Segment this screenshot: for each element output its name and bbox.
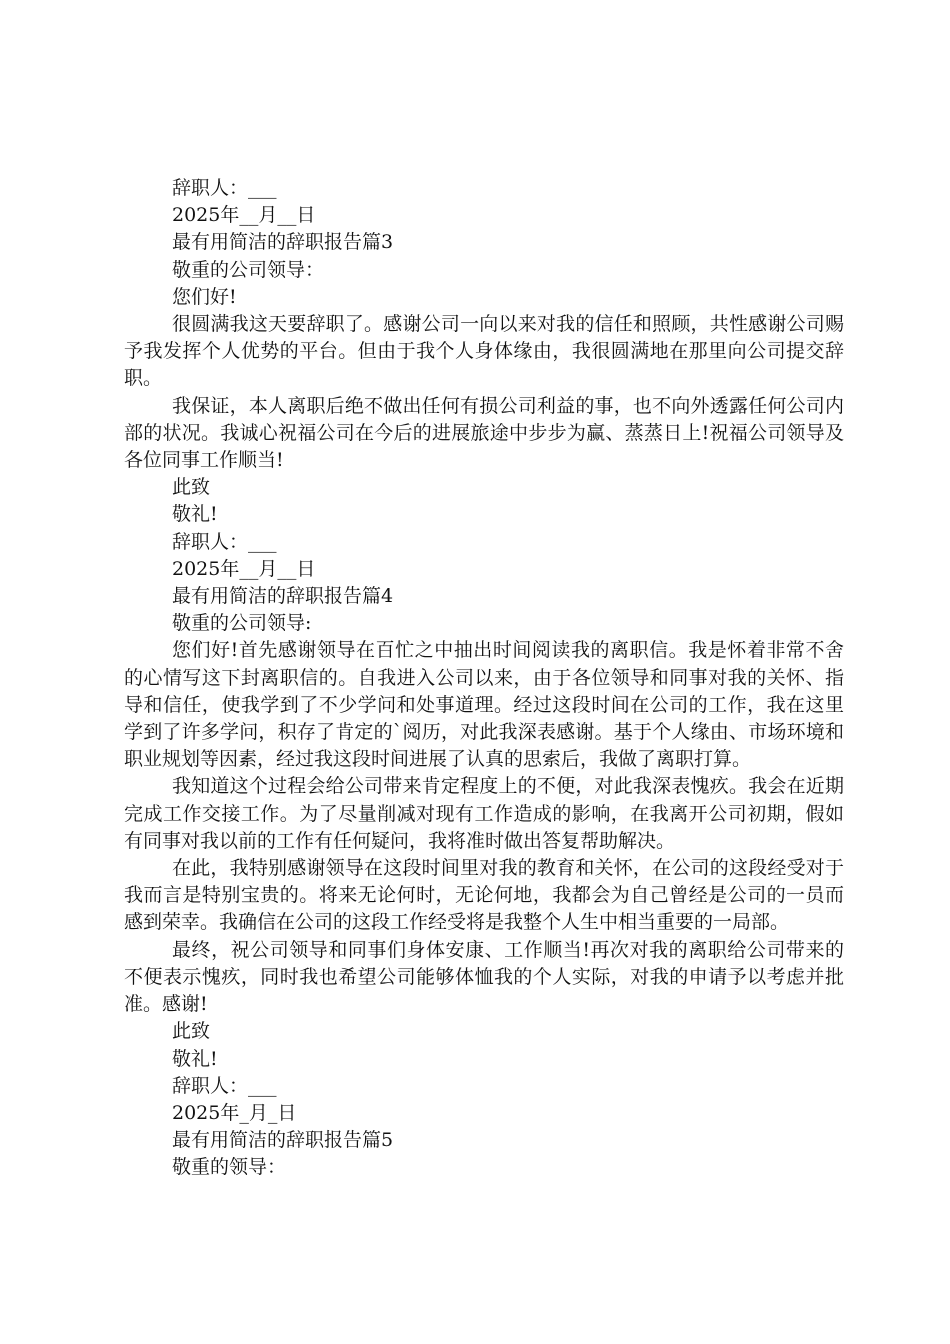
resigner-line: 辞职人：___ [172,530,277,553]
closing-line: 敬礼! [172,1047,218,1070]
section-heading-4: 最有用简洁的辞职报告篇4 [172,585,394,608]
date-line: 2025年_月_日 [172,1101,297,1124]
resigner-line: 辞职人：___ [172,1074,277,1097]
paragraph: 我知道这个过程会给公司带来肯定程度上的不便，对此我深表愧疚。我会在近期完成工作交接工作。为了尽量削减对现有工作造成的影响，在我离开公司初期，假如有同事对我以前的工作有任何疑问，我将准时做出答复帮助解决。 [124,775,844,852]
paragraph: 您们好!首先感谢领导在百忙之中抽出时间阅读我的离职信。我是怀着非常不舍的心情写这下封离职信的。自我进入公司以来，由于各位领导和同事对我的关怀、指导和信任，使我学到了不少学问和处事道理。经过这段时间在公司的工作，我在这里学到了许多学问，积存了肯定的`阅历，对此我深表感谢。基于个人缘由、市场环境和职业规划等因素，经过我这段时间进展了认真的思索后，我做了离职打算。 [124,639,844,771]
paragraph: 很圆满我这天要辞职了。感谢公司一向以来对我的信任和照顾，共性感谢公司赐予我发挥个人优势的平台。但由于我个人身体缘由，我很圆满地在那里向公司提交辞职。 [124,313,844,390]
closing-line: 此致 [172,1020,211,1043]
document-body [124,175,844,1182]
date-line: 2025年__月__日 [172,204,316,227]
salutation: 敬重的公司领导: [172,612,312,635]
salutation: 敬重的领导： [172,1156,287,1179]
greeting: 您们好! [172,285,237,308]
paragraph: 我保证，本人离职后绝不做出任何有损公司利益的事，也不向外透露任何公司内部的状况。我诚心祝福公司在今后的进展旅途中步步为赢、蒸蒸日上!祝福公司领导及各位同事工作顺当! [124,394,844,472]
resigner-line: 辞职人：___ [172,177,277,199]
closing-line: 此致 [172,476,211,499]
paragraph: 最终，祝公司领导和同事们身体安康、工作顺当!再次对我的离职给公司带来的不便表示愧疚，同时我也希望公司能够体恤我的个人实际，对我的申请予以考虑并批准。感谢! [124,938,844,1016]
closing-line: 敬礼! [172,503,218,526]
salutation: 敬重的公司领导： [172,258,325,281]
paragraph: 在此，我特别感谢领导在这段时间里对我的教育和关怀，在公司的这段经受对于我而言是特别宝贵的。将来无论何时，无论何地，我都会为自己曾经是公司的一员而感到荣幸。我确信在公司的这段工作经受将是我整个人生中相当重要的一局部。 [124,857,844,934]
section-heading-5: 最有用简洁的辞职报告篇5 [172,1129,394,1152]
section-heading-3: 最有用简洁的辞职报告篇3 [172,231,394,254]
date-line: 2025年__月__日 [172,557,316,580]
